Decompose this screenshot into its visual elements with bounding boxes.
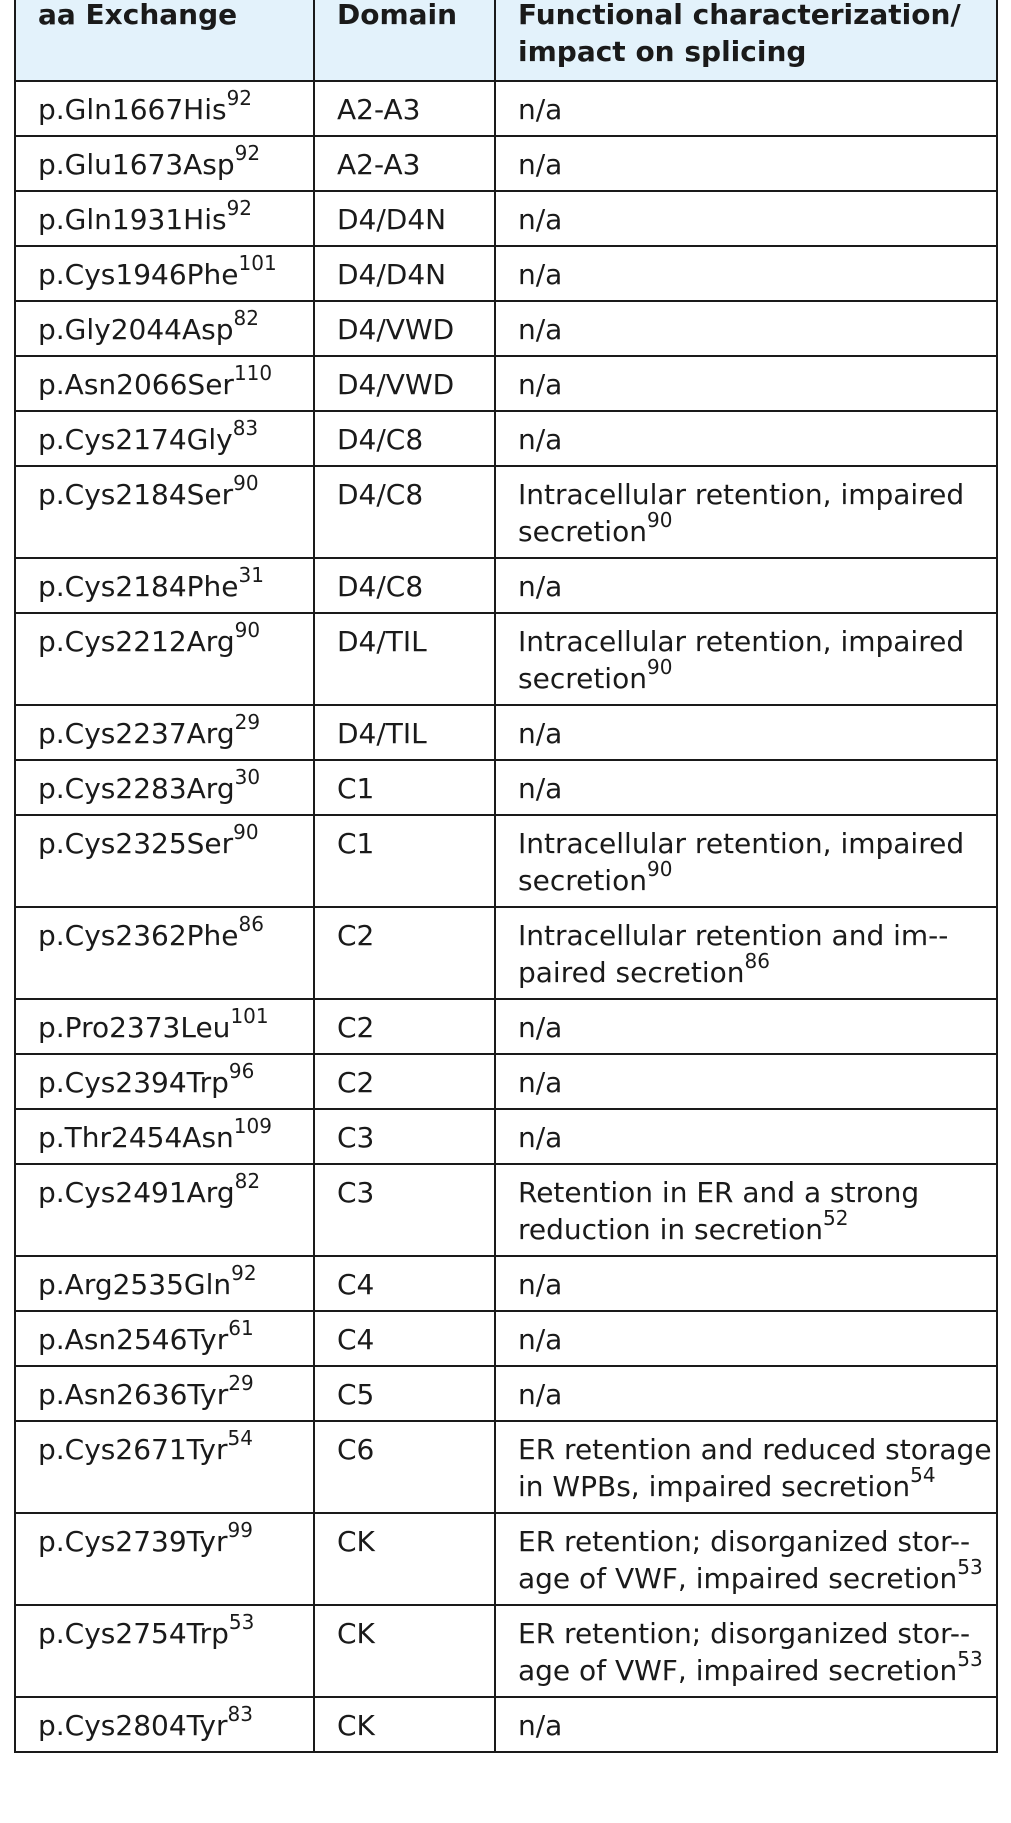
- domain-cell: [314, 1164, 495, 1256]
- aa-exchange-text: p.Cys2491Arg: [38, 1176, 235, 1209]
- functional-text: n/a: [518, 1066, 563, 1099]
- aa-exchange-text: p.Cys2237Arg: [38, 717, 235, 750]
- functional-cell: [495, 136, 997, 191]
- functional-cell: [495, 1366, 997, 1421]
- domain-cell: [314, 815, 495, 907]
- aa-exchange-reference: 90: [234, 617, 261, 642]
- table-row: [15, 1421, 997, 1513]
- aa-exchange-text: p.Cys2754Trp: [38, 1617, 229, 1650]
- domain-cell: [314, 1366, 495, 1421]
- domain-text: C6: [337, 1433, 375, 1466]
- aa-exchange-cell: [15, 558, 314, 613]
- functional-text: Intracellular retention and im-paired secretion: [518, 919, 949, 989]
- aa-exchange-reference: 29: [228, 1370, 254, 1395]
- domain-cell: [314, 356, 495, 411]
- header-functional-label: Functional characterization/ impact on splicing: [518, 0, 961, 68]
- aa-exchange-text: p.Gln1931His: [38, 203, 227, 236]
- functional-text: n/a: [518, 93, 563, 126]
- aa-exchange-reference: 54: [227, 1425, 253, 1450]
- aa-exchange-text: p.Cys2184Phe: [38, 570, 239, 603]
- functional-text: n/a: [518, 258, 563, 291]
- aa-exchange-reference: 92: [231, 1260, 257, 1285]
- aa-exchange-cell: [15, 1311, 314, 1366]
- table-row: [15, 356, 997, 411]
- domain-cell: [314, 705, 495, 760]
- functional-cell: [495, 999, 997, 1054]
- functional-cell: [495, 760, 997, 815]
- aa-exchange-cell: [15, 1697, 314, 1752]
- aa-exchange-reference: 82: [233, 305, 259, 330]
- aa-exchange-cell: [15, 1421, 314, 1513]
- domain-cell: [314, 466, 495, 558]
- table-row: [15, 191, 997, 246]
- aa-exchange-text: p.Asn2546Tyr: [38, 1323, 229, 1356]
- functional-text: n/a: [518, 1323, 563, 1356]
- table-row: [15, 301, 997, 356]
- aa-exchange-cell: [15, 907, 314, 999]
- domain-cell: [314, 558, 495, 613]
- domain-text: C4: [337, 1323, 375, 1356]
- domain-text: A2-A3: [337, 148, 421, 181]
- functional-text: n/a: [518, 1121, 563, 1154]
- functional-cell: [495, 907, 997, 999]
- aa-exchange-cell: [15, 301, 314, 356]
- aa-exchange-reference: 92: [226, 195, 253, 220]
- aa-exchange-reference: 90: [233, 819, 259, 844]
- aa-exchange-cell: [15, 1256, 314, 1311]
- aa-exchange-reference: 86: [238, 911, 264, 936]
- domain-cell: [314, 1256, 495, 1311]
- aa-exchange-reference: 82: [234, 1168, 261, 1193]
- domain-text: D4/VWD: [337, 313, 455, 346]
- functional-text: n/a: [518, 1378, 563, 1411]
- domain-cell: [314, 1311, 495, 1366]
- aa-exchange-text: p.Cys2362Phe: [38, 919, 239, 952]
- aa-exchange-reference: 83: [232, 415, 259, 440]
- aa-exchange-reference: 99: [227, 1517, 253, 1542]
- aa-exchange-cell: [15, 356, 314, 411]
- table-row: [15, 760, 997, 815]
- table-row: [15, 558, 997, 613]
- functional-cell: [495, 356, 997, 411]
- functional-text: Intracellular retention, impaired secretion: [518, 478, 965, 548]
- functional-cell: [495, 1256, 997, 1311]
- domain-text: D4/C8: [337, 570, 424, 603]
- table-row: [15, 136, 997, 191]
- table-row: [15, 907, 997, 999]
- aa-exchange-cell: [15, 1109, 314, 1164]
- table-row: [15, 1164, 997, 1256]
- table-body: [15, 81, 997, 1752]
- variant-table: [14, 0, 998, 1753]
- table-row: [15, 613, 997, 705]
- functional-reference: 90: [646, 856, 673, 881]
- domain-text: D4/VWD: [337, 368, 455, 401]
- functional-cell: [495, 466, 997, 558]
- domain-cell: [314, 301, 495, 356]
- aa-exchange-cell: [15, 1054, 314, 1109]
- functional-text: n/a: [518, 1709, 563, 1742]
- table-row: [15, 1256, 997, 1311]
- aa-exchange-text: p.Cys2283Arg: [38, 772, 235, 805]
- functional-text: n/a: [518, 1011, 563, 1044]
- aa-exchange-text: p.Asn2066Ser: [38, 368, 234, 401]
- aa-exchange-text: p.Cys2394Trp: [38, 1066, 229, 1099]
- functional-reference: 54: [910, 1462, 936, 1487]
- functional-cell: [495, 815, 997, 907]
- table-row: [15, 705, 997, 760]
- functional-text: n/a: [518, 423, 563, 456]
- aa-exchange-reference: 109: [233, 1113, 272, 1138]
- domain-cell: [314, 246, 495, 301]
- aa-exchange-cell: [15, 191, 314, 246]
- aa-exchange-reference: 92: [226, 85, 253, 110]
- aa-exchange-cell: [15, 81, 314, 136]
- domain-text: D4/C8: [337, 478, 424, 511]
- domain-text: C1: [337, 772, 375, 805]
- aa-exchange-reference: 29: [234, 709, 261, 734]
- header-aa-exchange-label: aa Exchange: [38, 0, 238, 31]
- variant-table-container: [14, 0, 996, 1753]
- aa-exchange-reference: 53: [228, 1609, 255, 1634]
- header-aa-exchange: [15, 0, 314, 81]
- table-row: [15, 1697, 997, 1752]
- aa-exchange-text: p.Cys2184Ser: [38, 478, 234, 511]
- aa-exchange-text: p.Cys2671Tyr: [38, 1433, 228, 1466]
- aa-exchange-cell: [15, 1366, 314, 1421]
- aa-exchange-reference: 92: [234, 140, 261, 165]
- aa-exchange-reference: 101: [230, 1003, 269, 1028]
- aa-exchange-reference: 30: [234, 764, 261, 789]
- table-row: [15, 466, 997, 558]
- domain-cell: [314, 1697, 495, 1752]
- domain-cell: [314, 1513, 495, 1605]
- functional-reference: 52: [822, 1205, 849, 1230]
- functional-text: ER retention; disorganized stor-age of VWF, impaired secretion: [518, 1525, 971, 1595]
- table-row: [15, 1513, 997, 1605]
- domain-text: D4/D4N: [337, 203, 447, 236]
- domain-cell: [314, 191, 495, 246]
- aa-exchange-cell: [15, 705, 314, 760]
- domain-cell: [314, 136, 495, 191]
- functional-text: Retention in ER and a strong reduction in secretion: [518, 1176, 920, 1246]
- functional-cell: [495, 558, 997, 613]
- table-header: [15, 0, 997, 81]
- table-row: [15, 1366, 997, 1421]
- aa-exchange-cell: [15, 815, 314, 907]
- domain-text: C5: [337, 1378, 375, 1411]
- header-functional: [495, 0, 997, 81]
- aa-exchange-cell: [15, 1513, 314, 1605]
- aa-exchange-text: p.Asn2636Tyr: [38, 1378, 229, 1411]
- aa-exchange-cell: [15, 760, 314, 815]
- aa-exchange-cell: [15, 999, 314, 1054]
- functional-text: n/a: [518, 772, 563, 805]
- domain-cell: [314, 613, 495, 705]
- functional-cell: [495, 1697, 997, 1752]
- header-domain: [314, 0, 495, 81]
- aa-exchange-text: p.Cys2739Tyr: [38, 1525, 228, 1558]
- domain-text: C4: [337, 1268, 375, 1301]
- domain-cell: [314, 81, 495, 136]
- functional-cell: [495, 1164, 997, 1256]
- domain-cell: [314, 1109, 495, 1164]
- functional-text: n/a: [518, 1268, 563, 1301]
- domain-text: C2: [337, 1066, 375, 1099]
- aa-exchange-text: p.Glu1673Asp: [38, 148, 235, 181]
- functional-text: n/a: [518, 313, 563, 346]
- aa-exchange-text: p.Cys2212Arg: [38, 625, 235, 658]
- functional-cell: [495, 81, 997, 136]
- domain-cell: [314, 1605, 495, 1697]
- aa-exchange-reference: 61: [228, 1315, 254, 1340]
- functional-cell: [495, 1109, 997, 1164]
- domain-cell: [314, 760, 495, 815]
- functional-cell: [495, 1513, 997, 1605]
- table-row: [15, 1605, 997, 1697]
- functional-reference: 53: [957, 1554, 983, 1579]
- aa-exchange-text: p.Pro2373Leu: [38, 1011, 231, 1044]
- functional-reference: 53: [957, 1646, 983, 1671]
- functional-reference: 86: [744, 948, 770, 973]
- functional-cell: [495, 411, 997, 466]
- functional-text: n/a: [518, 368, 563, 401]
- aa-exchange-cell: [15, 411, 314, 466]
- domain-text: D4/D4N: [337, 258, 447, 291]
- functional-cell: [495, 246, 997, 301]
- aa-exchange-reference: 110: [233, 360, 273, 385]
- functional-text: n/a: [518, 148, 563, 181]
- aa-exchange-cell: [15, 613, 314, 705]
- functional-reference: 90: [646, 507, 673, 532]
- functional-cell: [495, 1054, 997, 1109]
- aa-exchange-text: p.Thr2454Asn: [38, 1121, 234, 1154]
- table-row: [15, 1054, 997, 1109]
- domain-cell: [314, 999, 495, 1054]
- aa-exchange-cell: [15, 1164, 314, 1256]
- table-row: [15, 815, 997, 907]
- domain-text: CK: [337, 1709, 375, 1742]
- domain-text: D4/TIL: [337, 717, 427, 750]
- header-row: [15, 0, 997, 81]
- functional-text: ER retention; disorganized stor-age of VWF, impaired secretion: [518, 1617, 971, 1687]
- table-row: [15, 411, 997, 466]
- domain-text: CK: [337, 1617, 375, 1650]
- domain-text: C2: [337, 919, 375, 952]
- functional-reference: 90: [646, 654, 673, 679]
- aa-exchange-reference: 90: [233, 470, 259, 495]
- domain-text: C3: [337, 1121, 375, 1154]
- functional-text: n/a: [518, 203, 563, 236]
- aa-exchange-text: p.Cys1946Phe: [38, 258, 239, 291]
- functional-cell: [495, 1605, 997, 1697]
- aa-exchange-text: p.Cys2174Gly: [38, 423, 233, 456]
- domain-cell: [314, 1421, 495, 1513]
- functional-cell: [495, 1421, 997, 1513]
- table-row: [15, 246, 997, 301]
- table-row: [15, 81, 997, 136]
- functional-text: n/a: [518, 570, 563, 603]
- functional-cell: [495, 301, 997, 356]
- domain-text: D4/C8: [337, 423, 424, 456]
- aa-exchange-text: p.Gln1667His: [38, 93, 227, 126]
- domain-text: A2-A3: [337, 93, 421, 126]
- functional-text: n/a: [518, 717, 563, 750]
- domain-cell: [314, 411, 495, 466]
- functional-text: ER retention and reduced storage in WPBs, impaired secretion: [518, 1433, 992, 1503]
- table-row: [15, 1311, 997, 1366]
- aa-exchange-reference: 31: [238, 562, 264, 587]
- aa-exchange-text: p.Cys2804Tyr: [38, 1709, 228, 1742]
- functional-text: Intracellular retention, impaired secretion: [518, 625, 965, 695]
- table-row: [15, 999, 997, 1054]
- domain-cell: [314, 1054, 495, 1109]
- functional-text: Intracellular retention, impaired secretion: [518, 827, 965, 897]
- domain-text: CK: [337, 1525, 375, 1558]
- aa-exchange-cell: [15, 246, 314, 301]
- functional-cell: [495, 705, 997, 760]
- domain-text: C3: [337, 1176, 375, 1209]
- domain-text: C2: [337, 1011, 375, 1044]
- functional-cell: [495, 613, 997, 705]
- functional-cell: [495, 1311, 997, 1366]
- header-domain-label: Domain: [337, 0, 458, 31]
- aa-exchange-cell: [15, 1605, 314, 1697]
- domain-text: D4/TIL: [337, 625, 427, 658]
- domain-text: C1: [337, 827, 375, 860]
- aa-exchange-text: p.Gly2044Asp: [38, 313, 234, 346]
- aa-exchange-cell: [15, 136, 314, 191]
- functional-cell: [495, 191, 997, 246]
- aa-exchange-reference: 101: [238, 250, 277, 275]
- aa-exchange-reference: 83: [227, 1701, 253, 1726]
- aa-exchange-text: p.Cys2325Ser: [38, 827, 234, 860]
- aa-exchange-cell: [15, 466, 314, 558]
- aa-exchange-reference: 96: [228, 1058, 255, 1083]
- aa-exchange-text: p.Arg2535Gln: [38, 1268, 232, 1301]
- table-row: [15, 1109, 997, 1164]
- domain-cell: [314, 907, 495, 999]
